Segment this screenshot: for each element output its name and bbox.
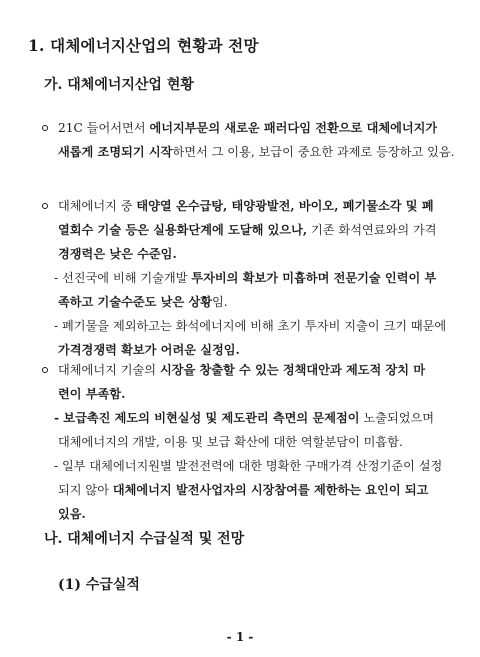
bullet-icon <box>42 203 48 209</box>
bullet-icon <box>42 367 48 373</box>
subsection-title-b: 나. 대체에너지 수급실적 및 전망 <box>44 531 245 547</box>
paragraph-1: 21C 들어서면서 에너지부문의 새로운 패러다임 전환으로 대체에너지가 새롭게 조명되기 시작하면서 그 이용, 보급이 중요한 과제로 등장하고 있음. <box>42 116 454 164</box>
section-title: 1. 대체에너지산업의 현황과 전망 <box>28 36 259 55</box>
paragraph-2: 대체에너지 중 태양열 온수급탕, 태양광발전, 바이오, 폐기물소각 및 폐 열회수 기술 등은 실용화단계에 도달해 있으나, 기존 화석연료와의 가격 경쟁력은 낮은 수준임. - 선진국에 비해 기술개발 투자비의 확보가 미흡하며 전문기술 인력이 부 족하고 기술수준도 낮은 상황임. - 폐기물을 제외하고는 화석에너지에 비해 초기 투자비 지출이 크기 때문에 가격경쟁력 확보가 어려운 실정임. <box>42 194 454 362</box>
bullet-icon <box>42 125 48 131</box>
subsection-title-b1: (1) 수급실적 <box>58 577 140 593</box>
subsection-title-a: 가. 대체에너지산업 현황 <box>44 77 194 93</box>
page-number: - 1 - <box>226 630 254 644</box>
paragraph-3: 대체에너지 기술의 시장을 창출할 수 있는 정책대안과 제도적 장치 마 련이 부족함. - 보급촉진 제도의 비현실성 및 제도관리 측면의 문제점이 노출되었으며 대체에너지의 개발, 이용 및 보급 확산에 대한 역할분담이 미흡함. - 일부 대체에너지원별 발전전력에 대한 명확한 구매가격 산정기준이 설정 되지 않아 대체에너지 발전사업자의 시장참여를 제한하는 요인이 되고 있음. <box>42 358 454 526</box>
